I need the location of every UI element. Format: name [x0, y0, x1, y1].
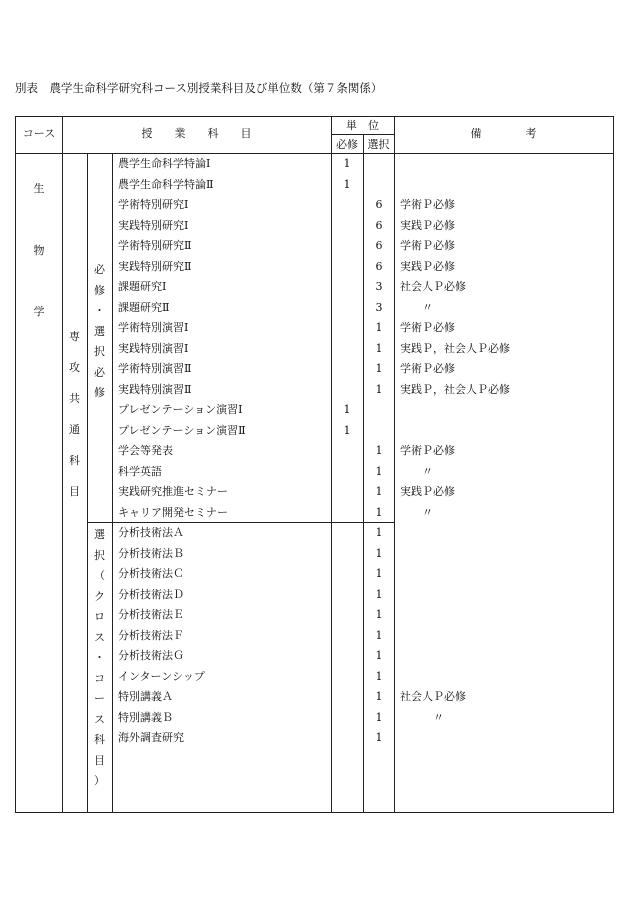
elective-credits: 1: [375, 505, 383, 519]
elective-credits: 1: [375, 444, 383, 457]
course-name-char: 生: [33, 182, 45, 195]
group2-label-char: ク: [94, 589, 105, 603]
subject-name: プレゼンテーション演習Ⅱ: [118, 423, 246, 437]
subject-name: 分析技術法Ｃ: [118, 567, 184, 580]
table-row: [16, 339, 615, 360]
elective-credits: 1: [375, 690, 383, 703]
subject-name: 分析技術法Ｆ: [118, 628, 184, 642]
subject-name: 海外調査研究: [118, 731, 184, 744]
table-row: [16, 544, 615, 565]
group2-label-char: ー: [94, 692, 105, 705]
table-row: [16, 503, 615, 524]
subject-name: 分析技術法Ａ: [118, 526, 184, 539]
table-row: [16, 154, 615, 175]
table-row: [16, 708, 615, 729]
group1-label-char: 選: [94, 324, 105, 338]
header-course: コース: [22, 127, 56, 140]
group2-label-char: 択: [94, 548, 105, 562]
group2-label-char: ロ: [94, 610, 105, 623]
table-row: [16, 318, 615, 339]
course-name-char: 学: [33, 305, 45, 318]
subject-name: 学術特別演習Ⅰ: [118, 321, 189, 334]
group2-label-char: 科: [94, 733, 105, 746]
subject-name: 課題研究Ⅱ: [118, 300, 170, 314]
table-caption: 別表 農学生命科学研究科コース別授業科目及び単位数（第７条関係）: [15, 81, 383, 95]
table-row: [16, 195, 615, 216]
group2-label-char: ス: [94, 712, 105, 726]
table-row: [16, 585, 615, 606]
table-row: [16, 421, 615, 442]
header-subject: 授 業 科 目: [141, 127, 252, 140]
elective-credits: 1: [375, 485, 383, 498]
group1-label-char: 修: [94, 283, 105, 297]
remarks-text: 学術Ｐ必修: [400, 444, 455, 457]
remarks-text: 学術Ｐ必修: [400, 198, 455, 211]
header-required: 必修: [336, 138, 358, 151]
elective-credits: 3: [375, 280, 383, 293]
table-row: [16, 482, 615, 503]
subject-name: 実践特別研究Ⅰ: [118, 218, 189, 232]
elective-credits: 3: [375, 300, 383, 314]
elective-credits: 1: [375, 649, 383, 662]
elective-credits: 1: [375, 587, 383, 601]
common-label-char: 科: [69, 454, 80, 467]
elective-credits: 1: [375, 731, 383, 744]
common-label-char: 通: [69, 423, 80, 436]
elective-credits: 1: [375, 567, 383, 580]
remarks-text: 〃: [400, 505, 433, 519]
group2-label-char: ・: [94, 651, 105, 664]
group1-label-char: ・: [94, 304, 105, 317]
table-row: [16, 298, 615, 319]
elective-credits: 1: [375, 362, 383, 375]
table-row: [16, 564, 615, 585]
table-row: [16, 626, 615, 647]
table-row: [16, 462, 615, 483]
table-row: [16, 216, 615, 237]
elective-credits: 1: [375, 341, 383, 355]
remarks-text: 社会人Ｐ必修: [400, 280, 466, 293]
group2-label-char: ス: [94, 630, 105, 644]
subject-name: 実践研究推進セミナー: [118, 485, 228, 498]
subject-name: 分析技術法Ｂ: [118, 546, 184, 560]
table-row: [16, 175, 615, 196]
course-name-char: 物: [33, 243, 45, 257]
group2-label-char: ）: [94, 774, 105, 787]
common-label-char: 目: [69, 485, 80, 498]
table-row: [16, 523, 615, 544]
elective-credits: 1: [375, 710, 383, 724]
subject-name: 課題研究Ⅰ: [118, 280, 167, 293]
elective-credits: 6: [375, 239, 383, 252]
subject-name: 学術特別研究Ⅱ: [118, 239, 192, 252]
subject-name: 分析技術法Ｅ: [118, 608, 184, 621]
remarks-text: 実践Ｐ，社会人Ｐ必修: [400, 341, 510, 355]
header-remarks: 備 考: [470, 127, 537, 140]
subject-name: プレゼンテーション演習Ⅰ: [118, 403, 243, 416]
elective-credits: 1: [375, 382, 383, 396]
table-row: [16, 257, 615, 278]
remarks-text: 実践Ｐ必修: [400, 485, 455, 498]
group1-label-char: 修: [94, 386, 105, 399]
remarks-text: 実践Ｐ，社会人Ｐ必修: [400, 382, 510, 396]
subject-name: 学術特別演習Ⅱ: [118, 362, 192, 375]
subject-name: キャリア開発セミナー: [118, 505, 228, 519]
table-row: [16, 236, 615, 257]
required-credits: 1: [343, 403, 351, 416]
elective-credits: 1: [375, 526, 383, 539]
table-row: [16, 667, 615, 688]
header-credits: 単 位: [346, 119, 379, 132]
table-row: [16, 728, 615, 749]
elective-credits: 1: [375, 546, 383, 560]
table-row: [16, 441, 615, 462]
table-row: [16, 687, 615, 708]
remarks-text: 学術Ｐ必修: [400, 362, 455, 375]
course-table: [15, 116, 614, 813]
remarks-text: 社会人Ｐ必修: [400, 690, 466, 703]
subject-name: 特別講義Ｂ: [118, 710, 173, 724]
group2-label-char: 選: [94, 528, 105, 541]
subject-name: 農学生命科学特論Ⅱ: [118, 177, 214, 191]
table-row: [16, 380, 615, 401]
table-row: [16, 277, 615, 298]
elective-credits: 1: [375, 669, 383, 683]
remarks-text: 実践Ｐ必修: [400, 218, 455, 232]
remarks-text: 〃: [400, 464, 433, 478]
common-label-char: 共: [69, 392, 80, 405]
group2-label-char: 目: [94, 753, 105, 767]
common-label-char: 専: [69, 330, 80, 343]
elective-credits: 6: [375, 198, 383, 211]
group2-label-char: （: [94, 569, 105, 582]
subject-name: 分析技術法Ｄ: [118, 587, 184, 601]
subject-name: 学術特別研究Ⅰ: [118, 198, 189, 211]
subject-name: 実践特別演習Ⅰ: [118, 341, 189, 355]
remarks-text: 実践Ｐ必修: [400, 259, 455, 273]
elective-credits: 1: [375, 608, 383, 621]
elective-credits: 6: [375, 259, 383, 273]
group1-label-char: 必: [94, 365, 105, 379]
required-credits: 1: [343, 423, 351, 437]
subject-name: 科学英語: [118, 464, 162, 478]
group2-label-char: コ: [94, 671, 105, 685]
elective-credits: 1: [375, 628, 383, 642]
header-elective: 選択: [367, 138, 390, 151]
elective-credits: 6: [375, 218, 383, 232]
table-row: [16, 400, 615, 421]
common-label-char: 攻: [69, 361, 80, 374]
table-row: [16, 359, 615, 380]
group1-label-char: 必: [94, 263, 105, 276]
required-credits: 1: [343, 177, 351, 191]
subject-name: 学会等発表: [118, 444, 173, 457]
subject-name: 実践特別研究Ⅱ: [118, 259, 192, 273]
remarks-text: 学術Ｐ必修: [400, 239, 455, 252]
subject-name: 特別講義Ａ: [118, 690, 173, 703]
table-row: [16, 646, 615, 667]
table-row: [16, 605, 615, 626]
elective-credits: 1: [375, 321, 383, 334]
remarks-text: 〃: [400, 710, 444, 724]
subject-name: 実践特別演習Ⅱ: [118, 382, 192, 396]
remarks-text: 〃: [400, 300, 433, 314]
subject-name: インターンシップ: [118, 669, 205, 683]
required-credits: 1: [343, 157, 351, 170]
subject-name: 分析技術法Ｇ: [118, 649, 184, 662]
remarks-text: 学術Ｐ必修: [400, 321, 455, 334]
elective-credits: 1: [375, 464, 383, 478]
group1-label-char: 択: [94, 345, 105, 358]
subject-name: 農学生命科学特論Ⅰ: [118, 157, 211, 170]
